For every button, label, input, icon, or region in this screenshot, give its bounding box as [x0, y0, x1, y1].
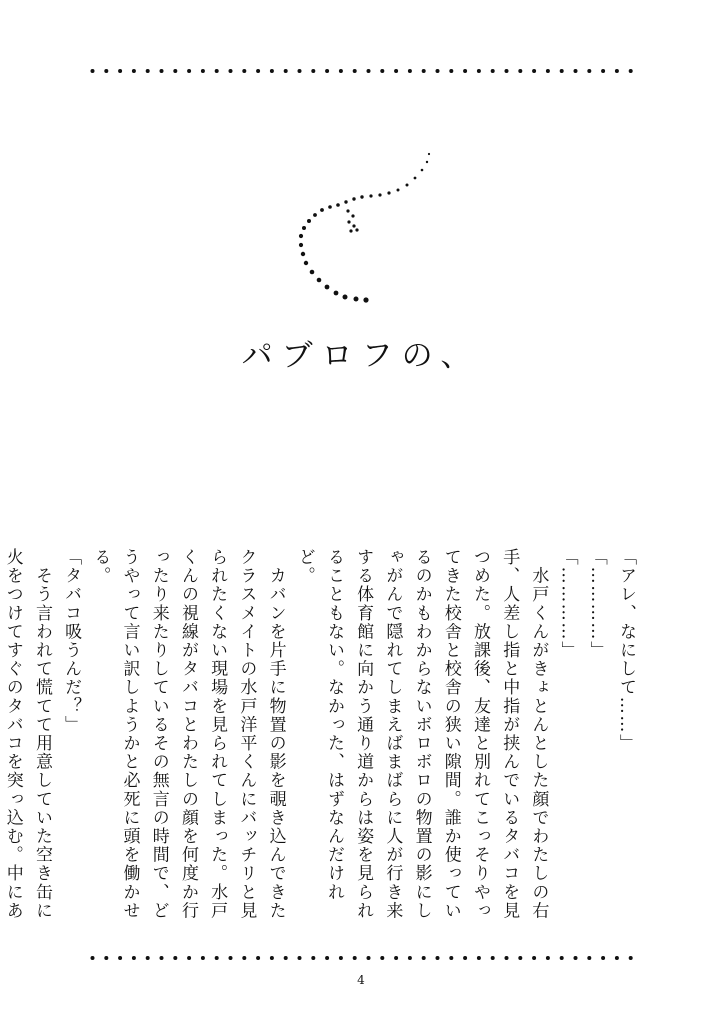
rule-dot	[422, 69, 426, 73]
rule-dot	[546, 956, 550, 960]
rule-dot	[118, 956, 122, 960]
rule-dot	[201, 956, 205, 960]
rule-dot	[449, 69, 453, 73]
page-number: 4	[357, 973, 365, 987]
body-paragraph: そう言われて慌てて用意していた空き缶に火をつけてすぐのタバコを突っ込む。中にあ	[2, 548, 52, 920]
rule-dot	[394, 69, 398, 73]
rule-dot	[615, 956, 619, 960]
dotted-rule-graphic	[90, 68, 642, 74]
rule-dot	[256, 69, 260, 73]
page-title: パブロフの、	[241, 338, 481, 374]
rule-dot	[270, 69, 274, 73]
rule-dot	[104, 69, 108, 73]
rule-dot	[436, 956, 440, 960]
rule-dot	[560, 69, 564, 73]
rule-dot	[339, 956, 343, 960]
rule-dot	[380, 69, 384, 73]
body-paragraph: 「タバコ吸うんだ？」	[61, 548, 82, 734]
rule-dot	[256, 956, 260, 960]
rule-dot	[367, 956, 371, 960]
rule-dot	[229, 956, 233, 960]
rule-dot	[477, 69, 481, 73]
rule-dot	[187, 956, 191, 960]
rule-dot	[394, 956, 398, 960]
rule-dot	[408, 69, 412, 73]
rule-dot	[505, 956, 509, 960]
rule-dot	[160, 69, 164, 73]
rule-dot	[518, 69, 522, 73]
rule-dot	[173, 69, 177, 73]
rule-dot	[311, 956, 315, 960]
rule-dot	[242, 956, 246, 960]
rule-dot	[146, 956, 150, 960]
rule-dot	[284, 956, 288, 960]
rule-dot	[325, 69, 329, 73]
rule-dot	[615, 69, 619, 73]
rule-dot	[91, 956, 95, 960]
rule-dot	[215, 956, 219, 960]
rule-dot	[201, 69, 205, 73]
rule-dot	[242, 69, 246, 73]
rule-dot	[505, 69, 509, 73]
rule-dot	[574, 956, 578, 960]
rule-dot	[491, 69, 495, 73]
rule-dot	[284, 69, 288, 73]
body-paragraph: 「…………」	[557, 548, 578, 660]
top-dotted-rule	[90, 68, 642, 74]
body-paragraph: 水戸くんがきょとんとした顔でわたしの右手、人差し指と中指が挟んでいるタバコを見つめた。放課後、友達と別れてこっそりやってきた校舎と校舎の狭い隙間。誰か使っているのかもわからないボロボロの物置の影にしゃがんで隠れてしまえばまばらに人が行き来する体育館に向かう通り道からは姿を見られることもない。なかった、はずなんだけれど。	[294, 548, 549, 920]
rule-dot	[118, 69, 122, 73]
body-paragraph: カバンを片手に物置の影を覗き込んできたクラスメイトの水戸洋平くんにバッチリと見られたくない現場を見られてしまった。水戸くんの視線がタバコとわたしの顔を何度か行ったり来たりしているその無言の時間で、どうやって言い訳しようかと必死に頭を働かせる。	[90, 548, 286, 920]
rule-dot	[173, 956, 177, 960]
rule-dot	[353, 956, 357, 960]
rule-dot	[629, 69, 633, 73]
rule-dot	[587, 69, 591, 73]
rule-dot	[353, 69, 357, 73]
rule-dot	[574, 69, 578, 73]
rule-dot	[187, 69, 191, 73]
rule-dot	[270, 956, 274, 960]
rule-dot	[215, 69, 219, 73]
rule-dot	[422, 956, 426, 960]
rule-dot	[298, 69, 302, 73]
body-paragraph: 「…………」	[586, 548, 607, 660]
rule-dot	[132, 69, 136, 73]
dotted-rule-graphic	[90, 955, 642, 961]
body-paragraph: 「アレ、なにして……」	[616, 548, 636, 753]
rule-dot	[367, 69, 371, 73]
rule-dot	[91, 69, 95, 73]
rule-dot	[587, 956, 591, 960]
rule-dot	[380, 956, 384, 960]
rule-dot	[160, 956, 164, 960]
rule-dot	[298, 956, 302, 960]
rule-dot	[463, 69, 467, 73]
rule-dot	[339, 69, 343, 73]
rule-dot	[518, 956, 522, 960]
bottom-dotted-rule	[90, 955, 642, 961]
rule-dot	[601, 956, 605, 960]
rule-dot	[491, 956, 495, 960]
rule-dot	[229, 69, 233, 73]
rule-dot	[449, 956, 453, 960]
rule-dot	[132, 956, 136, 960]
smoke-spiral-ornament	[290, 150, 440, 310]
rule-dot	[601, 69, 605, 73]
rule-dot	[546, 69, 550, 73]
rule-dot	[560, 956, 564, 960]
rule-dot	[532, 69, 536, 73]
rule-dot	[436, 69, 440, 73]
rule-dot	[532, 956, 536, 960]
rule-dot	[104, 956, 108, 960]
rule-dot	[477, 956, 481, 960]
rule-dot	[146, 69, 150, 73]
rule-dot	[311, 69, 315, 73]
rule-dot	[463, 956, 467, 960]
rule-dot	[408, 956, 412, 960]
body-text	[0, 548, 640, 938]
rule-dot	[629, 956, 633, 960]
rule-dot	[325, 956, 329, 960]
